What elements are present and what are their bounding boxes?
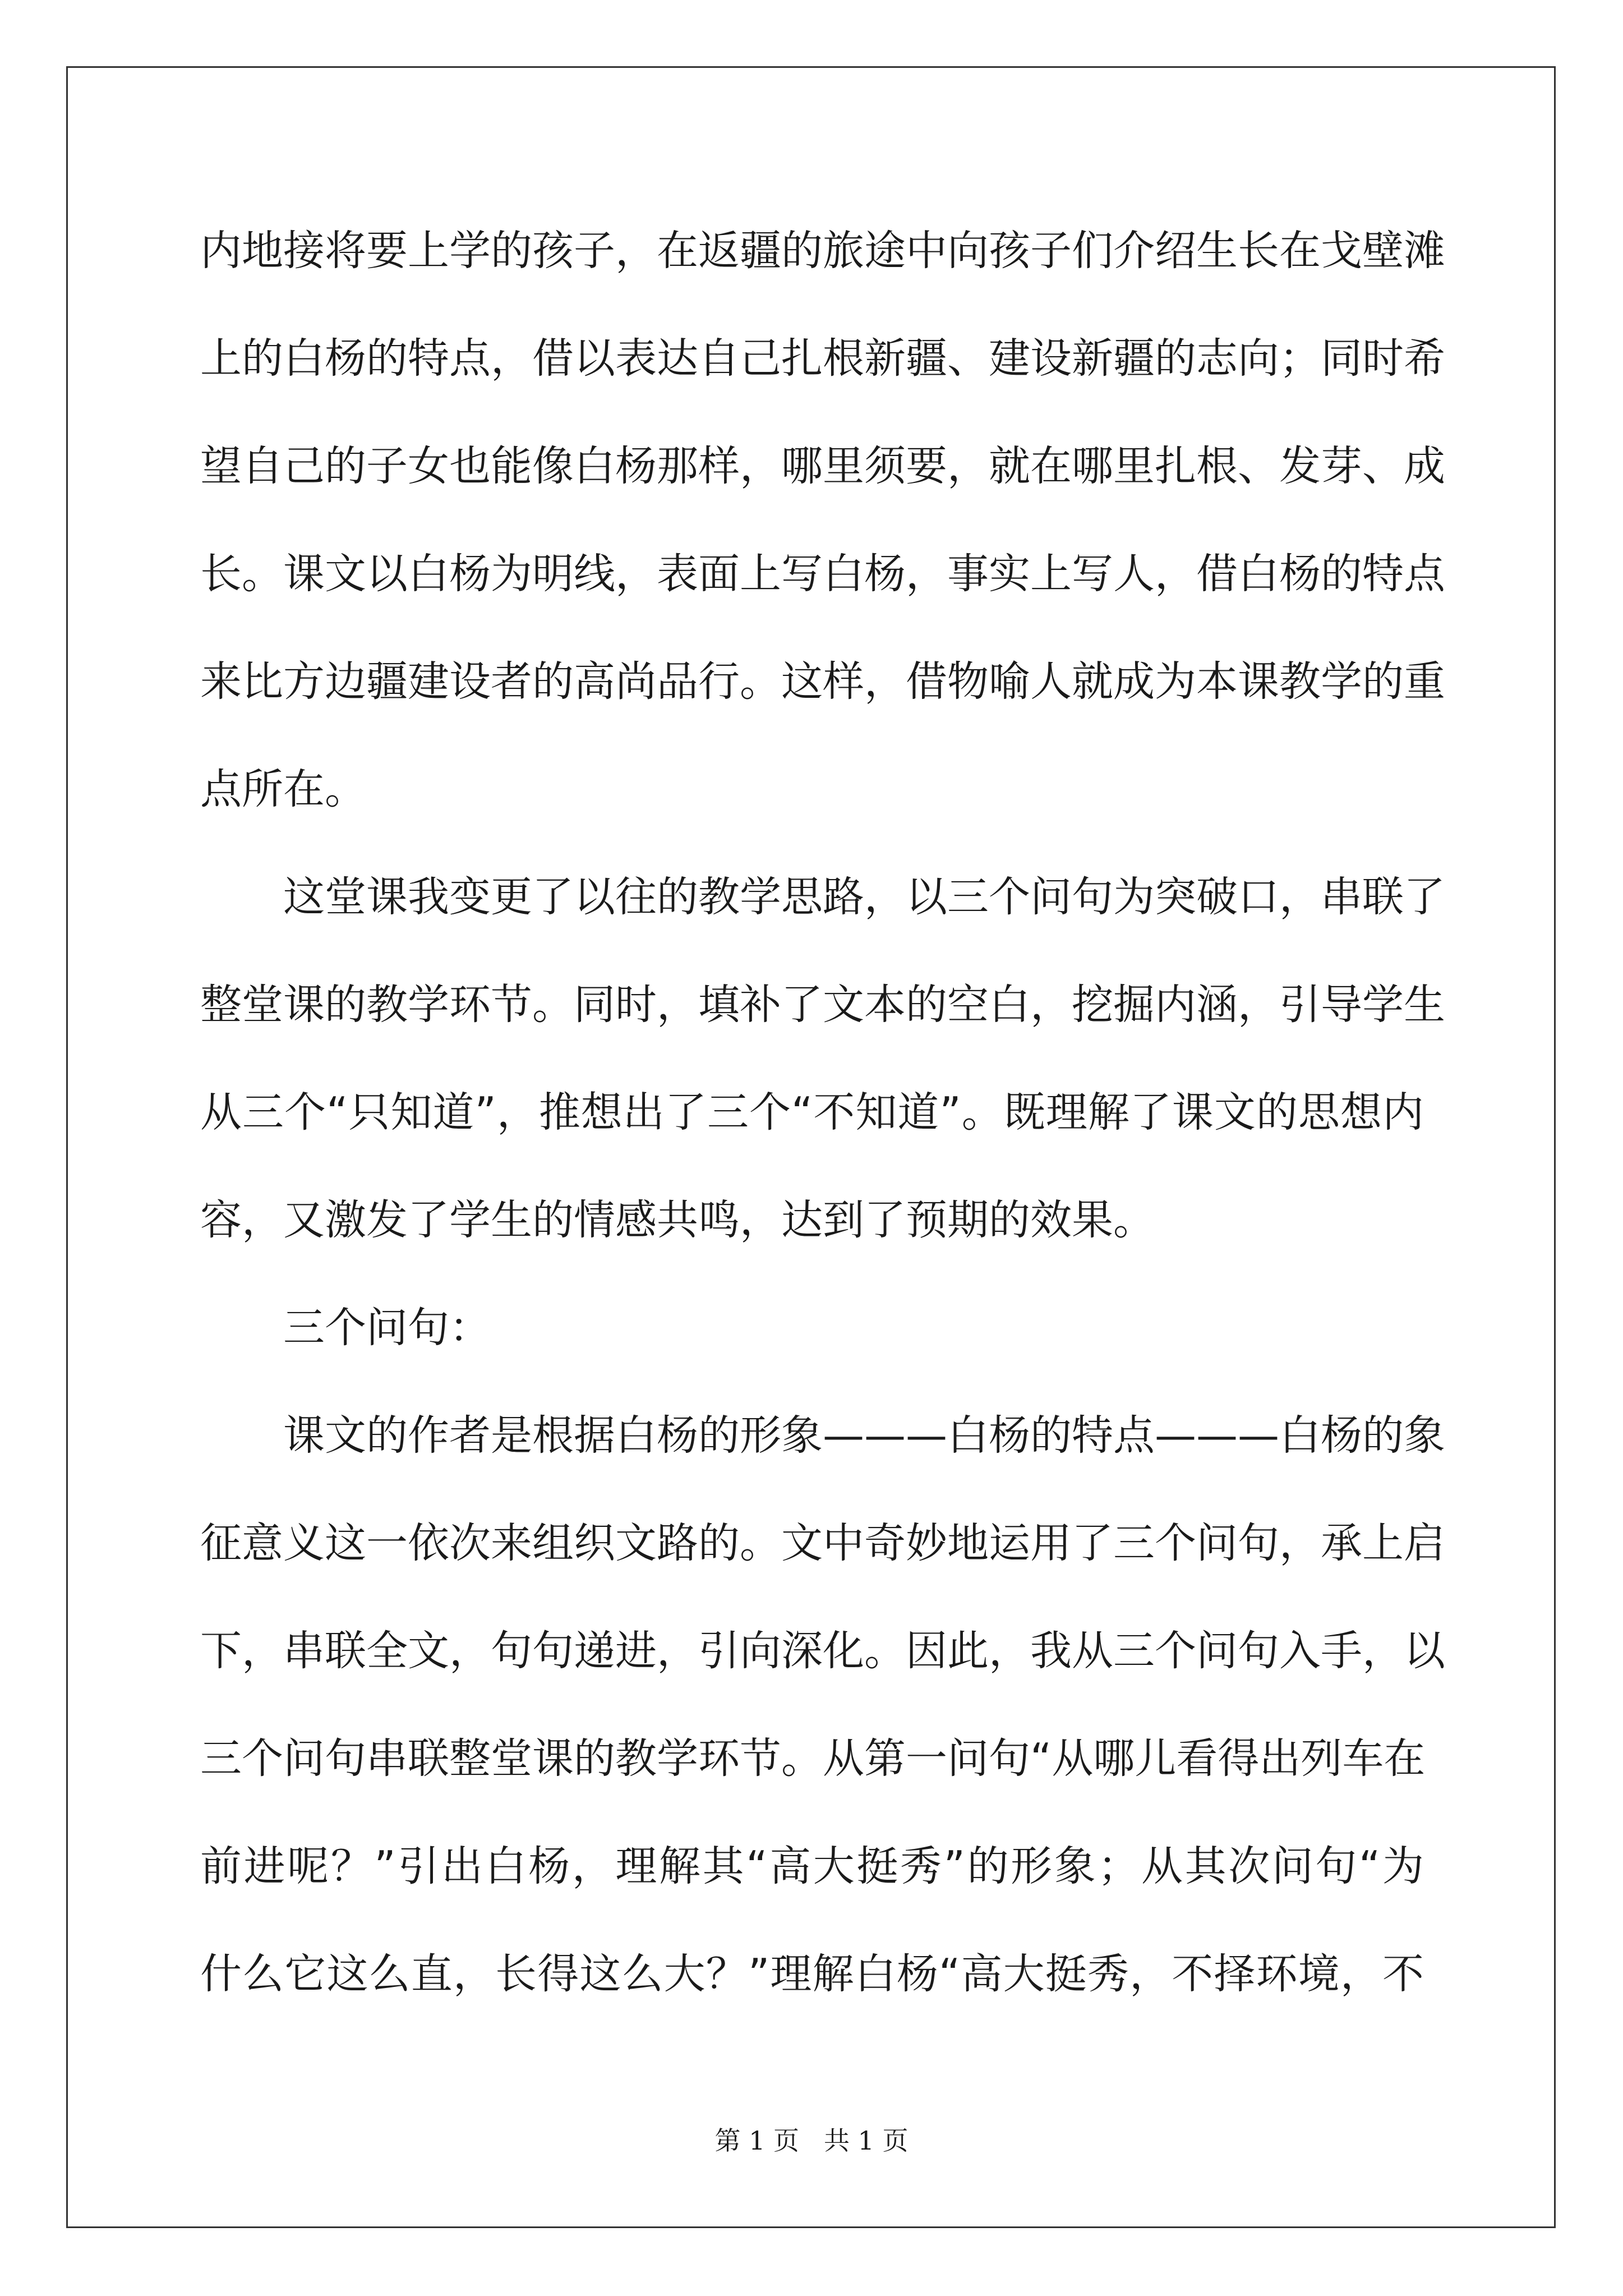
text-line: 前进呢？”引出白杨，理解其“高大挺秀”的形象；从其次问句“为 [200, 1842, 1424, 1890]
text-line: 来比方边疆建设者的高尚品行。这样，借物喻人就成为本课教学的重 [200, 657, 1445, 706]
text-line: 长。课文以白杨为明线，表面上写白杨，事实上写人，借白杨的特点 [200, 550, 1445, 598]
page-total: 共 1 页 [823, 2125, 909, 2156]
page-number: 第 1 页 [714, 2125, 800, 2156]
text-line: 征意义这一依次来组织文路的。文中奇妙地运用了三个问句，承上启 [200, 1519, 1445, 1567]
text-line: 什么它这么直，长得这么大？”理解白杨“高大挺秀，不择环境，不 [200, 1950, 1424, 1998]
text-line: 容，又激发了学生的情感共鸣，达到了预期的效果。 [200, 1196, 1155, 1244]
text-line: 下，串联全文，句句递进，引向深化。因此，我从三个问句入手，以 [200, 1627, 1445, 1675]
text-line: 内地接将要上学的孩子，在返疆的旅途中向孩子们介绍生长在戈壁滩 [200, 227, 1445, 275]
text-line: 三个问句串联整堂课的教学环节。从第一问句“从哪儿看得出列车在 [200, 1734, 1426, 1783]
text-line: 从三个“只知道”，推想出了三个“不知道”。既理解了课文的思想内 [200, 1088, 1424, 1137]
text-line: 课文的作者是根据白杨的形象———白杨的特点———白杨的象 [283, 1411, 1445, 1460]
text-line: 三个问句： [283, 1304, 491, 1352]
text-line: 望自己的子女也能像白杨那样，哪里须要，就在哪里扎根、发芽、成 [200, 442, 1445, 490]
text-line: 这堂课我变更了以往的教学思路，以三个问句为突破口，串联了 [283, 873, 1445, 921]
text-line: 点所在。 [200, 765, 366, 813]
text-line: 上的白杨的特点，借以表达自己扎根新疆、建设新疆的志向；同时希 [200, 334, 1445, 383]
footer-spacer [799, 2125, 824, 2156]
document-body [200, 220, 1445, 2051]
text-line: 整堂课的教学环节。同时，填补了文本的空白，挖掘内涵，引导学生 [200, 981, 1445, 1029]
page-footer [0, 2124, 1623, 2157]
